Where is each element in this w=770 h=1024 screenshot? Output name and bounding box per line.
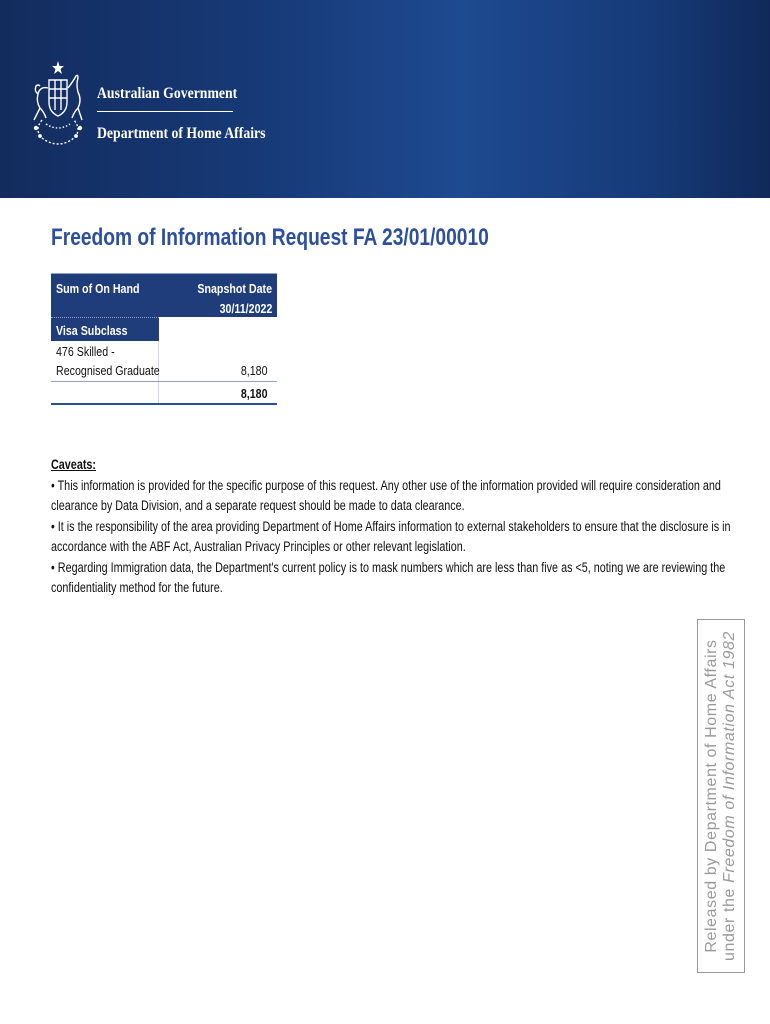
coat-of-arms-icon bbox=[28, 58, 88, 150]
column-field-label: Snapshot Date bbox=[197, 281, 272, 296]
row-label-line2: Recognised Graduate bbox=[56, 363, 160, 378]
row-field-label: Visa Subclass bbox=[56, 323, 128, 338]
stamp-line1: Released by Department of Home Affairs bbox=[703, 639, 720, 953]
logo-divider bbox=[97, 111, 233, 112]
table-top-rule bbox=[51, 273, 277, 274]
caveat-line: clearance by Data Division, and a separate request should be made to data clearance. bbox=[51, 498, 465, 513]
caveats-heading: Caveats: bbox=[51, 457, 97, 472]
page-title: Freedom of Information Request FA 23/01/00010 bbox=[51, 224, 489, 251]
department-name: Department of Home Affairs bbox=[97, 125, 266, 142]
measure-label: Sum of On Hand bbox=[56, 281, 140, 296]
header-banner bbox=[0, 0, 770, 198]
caveats-section bbox=[51, 455, 731, 599]
row-value: 8,180 bbox=[241, 363, 268, 378]
pivot-table bbox=[51, 273, 277, 405]
header-divider bbox=[51, 317, 159, 319]
caveat-line: • This information is provided for the specific purpose of this request. Any other use of the information provided will require consideration and bbox=[51, 477, 721, 493]
act-name: Freedom of Information Act 1982 bbox=[721, 631, 738, 883]
stamp-line2: under the Freedom of Information Act 1982 bbox=[721, 631, 738, 961]
caveat-line: confidentiality method for the future. bbox=[51, 580, 223, 595]
total-bottom-rule bbox=[51, 403, 277, 405]
government-name: Australian Government bbox=[97, 85, 238, 102]
row-label-line1: 476 Skilled - bbox=[56, 344, 115, 359]
release-stamp bbox=[697, 619, 745, 973]
snapshot-date-value: 30/11/2022 bbox=[219, 301, 272, 316]
caveat-line: • It is the responsibility of the area providing Department of Home Affairs information to external stakeholders to ensure that the disclosure is in bbox=[51, 518, 731, 534]
grand-total-value: 8,180 bbox=[241, 386, 268, 401]
caveat-line: accordance with the ABF Act, Australian Privacy Principles or other relevant legislation. bbox=[51, 539, 466, 554]
caveat-line: • Regarding Immigration data, the Department's current policy is to mask numbers which are less than five as <5, noting we are reviewing the bbox=[51, 559, 726, 575]
total-top-rule bbox=[51, 381, 277, 382]
